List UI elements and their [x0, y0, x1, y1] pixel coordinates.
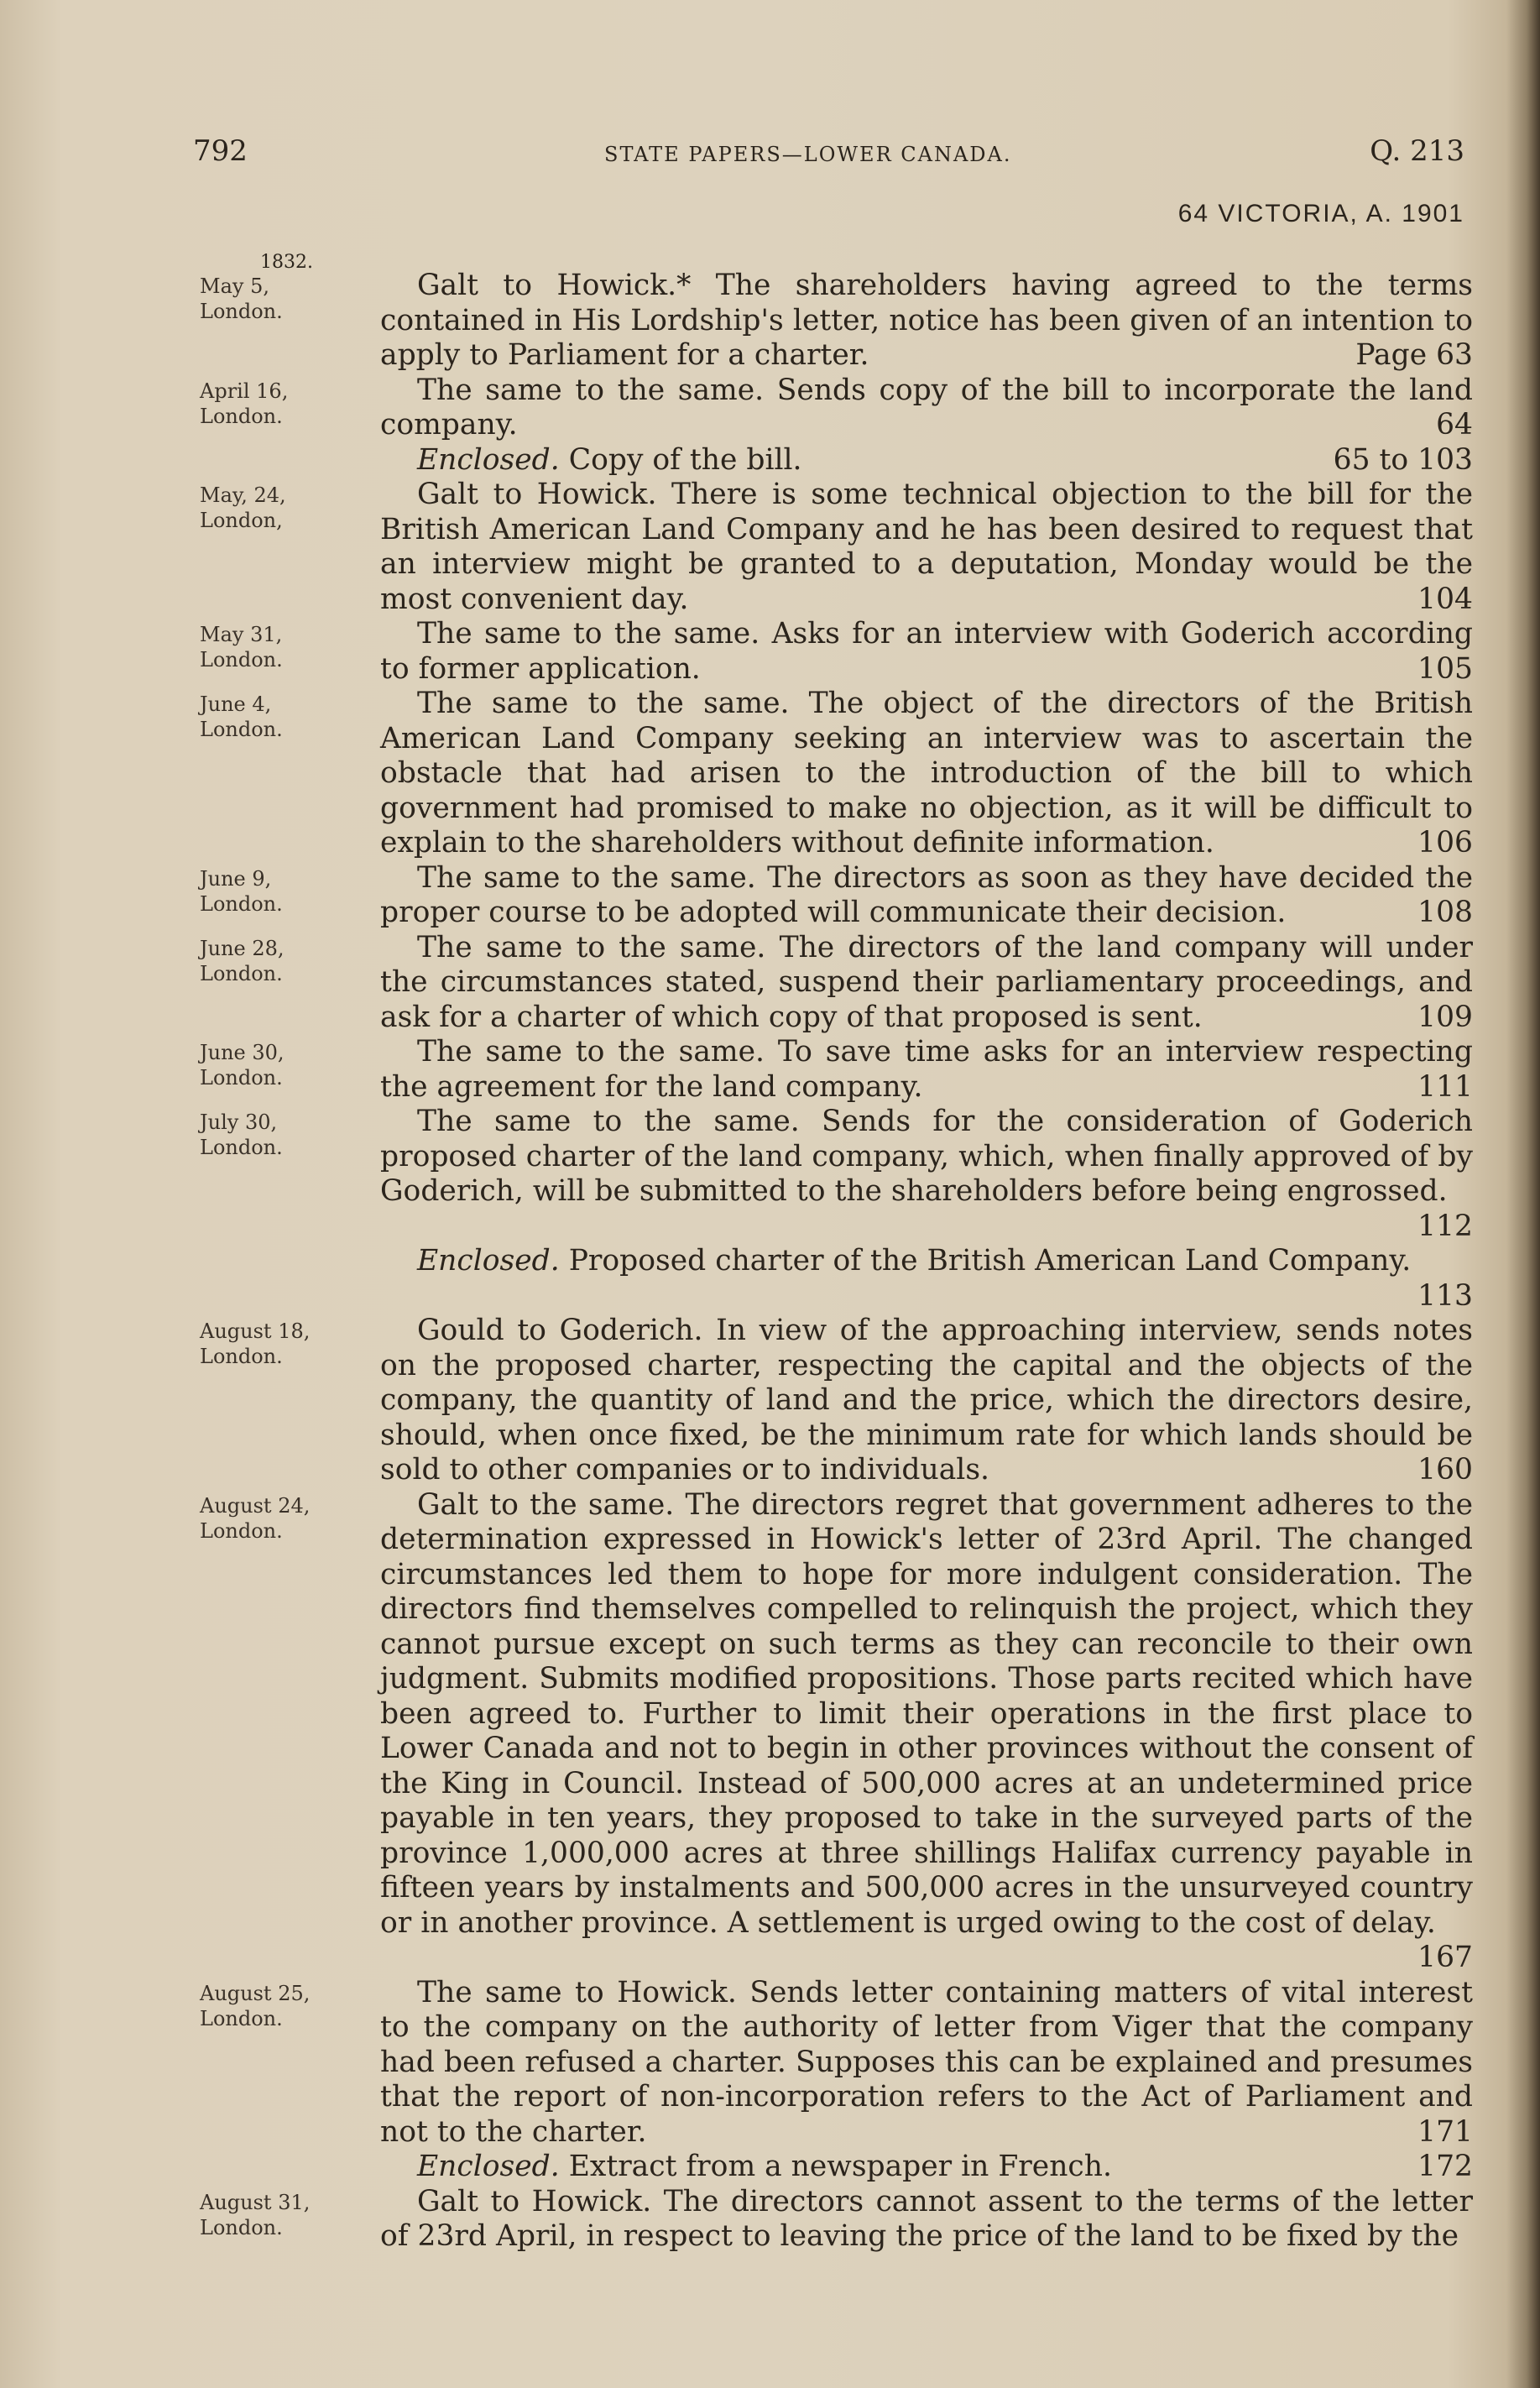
calendar-entry [193, 687, 1473, 861]
entry-place: London. [200, 1518, 283, 1543]
margin-date [200, 1493, 334, 1544]
entry-date: July 30, [200, 1110, 278, 1134]
entry-place: London. [200, 2215, 283, 2239]
page-reference: 106 [1417, 826, 1473, 860]
entry-place: London. [200, 404, 283, 428]
page-reference: 65 to 103 [1333, 442, 1473, 477]
entry-text [380, 687, 1473, 861]
page-reference: 104 [1417, 582, 1473, 616]
entry-date: August 25, [200, 1981, 311, 2005]
entry-date: June 9, [200, 866, 272, 891]
page-reference: 111 [1417, 1069, 1473, 1104]
calendar-entry [193, 2185, 1473, 2255]
page-reference: 167 [1417, 1941, 1473, 1974]
page-reference: 64 [1436, 408, 1473, 442]
margin-date [200, 622, 334, 672]
header-title: STATE PAPERS—LOWER CANADA. [604, 143, 1012, 166]
entry-date: August 18, [200, 1319, 311, 1343]
margin-date [200, 483, 334, 533]
margin-date [200, 1040, 334, 1090]
calendar-entry [193, 1314, 1473, 1488]
entry-text [380, 931, 1473, 1036]
enclosed-label: Enclosed. [417, 1244, 560, 1278]
series-reference: Q. 213 [1370, 134, 1464, 168]
book-spine-shadow [1506, 0, 1540, 2388]
margin-date [200, 866, 334, 917]
calendar-entry [193, 1244, 1473, 1314]
entry-text [380, 1976, 1473, 2150]
entry-summary: The same to Howick. Sends letter containing matters of vital interest to the company on the authority of letter from Viger that the company had been refused a charter. Supposes this can be explained and presumes that the report of non-incorporation refers to the Act of Parliament and not to the charter. [380, 1975, 1473, 2149]
entry-summary: The same to the same. The object of the directors of the British American Land Company seeking an interview was to ascertain the obstacle that had arisen to the introduction of the bill to which government had promised to make no objection, as it will be difficult to explain to the shareholders without definite information. [380, 687, 1473, 860]
page-number: 792 [193, 134, 248, 168]
page-reference: 171 [1417, 2114, 1473, 2149]
entry-date: May 31, [200, 623, 283, 646]
entry-summary: Proposed charter of the British American Land Company. [568, 1244, 1412, 1278]
entry-place: London. [200, 718, 283, 741]
page-reference: 108 [1417, 896, 1473, 929]
entry-text [380, 2150, 1473, 2185]
margin-date [200, 1981, 334, 2031]
entry-date: June 4, [200, 692, 272, 716]
enclosed-label: Enclosed. [417, 2150, 560, 2183]
entry-place: London. [200, 2006, 283, 2030]
page-reference: 160 [1417, 1453, 1473, 1487]
entry-summary: The same to the same. Asks for an interview with Goderich according to former application. [380, 617, 1473, 686]
entry-text [380, 1035, 1473, 1105]
margin-date [200, 692, 334, 742]
calendar-entry [193, 269, 1473, 374]
page-reference: 105 [1417, 651, 1473, 686]
session-label: 64 VICTORIA, A. 1901 [1177, 200, 1464, 227]
entry-summary: The same to the same. The directors of the land company will under the circumstances stated, suspend their parliamentary proceedings, and ask for a charter of which copy of that proposed is sent. [380, 930, 1473, 1034]
calendar-entry [193, 1035, 1473, 1105]
entry-summary: Extract from a newspaper in French. [568, 2150, 1112, 2183]
entry-summary: Copy of the bill. [568, 442, 802, 477]
calendar-entry [193, 1488, 1473, 1976]
entry-date: June 28, [200, 936, 285, 960]
year-label: 1832. [260, 252, 313, 273]
entry-place: London. [200, 1066, 283, 1089]
calendar-entry [193, 861, 1473, 931]
page-reference: 112 [1417, 1209, 1473, 1243]
entry-date: May 5, [200, 274, 269, 298]
margin-date [200, 274, 334, 324]
entry-summary: Galt to the same. The directors regret that government adheres to the determination expressed in Howick's letter of 23rd April. The changed circumstances led them to hope for more indulgent consideration. The directors find themselves compelled to relinquish the project, which they cannot pursue except on such terms as they can reconcile to their own judgment. Submits modified propositions. Those parts recited which have been agreed to. Further to limit their operations in the first place to Lower Canada and not to begin in other provinces without the consent of the King in Council. Instead of 500,000 acres at an undetermined price payable in ten years, they proposed to take in the surveyed parts of the province 1,000,000 acres at three shillings Halifax currency payable in fifteen years by instalments and 500,000 acres in the unsurveyed country or in another province. A settlement is urged owing to the cost of delay. [380, 1487, 1473, 1940]
calendar-entry [193, 1105, 1473, 1244]
entry-summary: The same to the same. Sends copy of the bill to incorporate the land company. [380, 373, 1473, 442]
entry-date: May, 24, [200, 483, 286, 507]
entry-place: London. [200, 891, 283, 916]
entry-summary: Gould to Goderich. In view of the approaching interview, sends notes on the proposed charter, respecting the capital and the objects of the company, the quantity of land and the price, which the directors desire, should, when once fixed, be the minimum rate for which lands should be sold to other companies or to individuals. [380, 1314, 1473, 1487]
entry-summary: Galt to Howick. The directors cannot assent to the terms of the letter of 23rd April, in respect to leaving the price of the land to be fixed by the [380, 2184, 1473, 2253]
running-header [193, 134, 1464, 176]
entry-text [380, 861, 1473, 931]
entry-summary: Galt to Howick.* The shareholders having agreed to the terms contained in His Lordship's letter, notice has been given of an intention to apply to Parliament for a charter. [380, 269, 1473, 372]
entry-text [380, 443, 1473, 478]
entry-list [193, 269, 1473, 2255]
entry-place: London. [200, 961, 283, 985]
margin-date [200, 936, 334, 986]
entry-text [380, 2185, 1473, 2255]
margin-date [200, 2190, 334, 2240]
entry-date: August 24, [200, 1493, 311, 1518]
calendar-entry [193, 1976, 1473, 2150]
page-reference: 172 [1417, 2150, 1473, 2183]
enclosed-label: Enclosed. [417, 442, 560, 477]
page-reference: 109 [1417, 1000, 1473, 1034]
entry-text [380, 617, 1473, 687]
entry-text [380, 1244, 1473, 1314]
entry-text [380, 1488, 1473, 1976]
entry-date: June 30, [200, 1041, 285, 1064]
calendar-entry [193, 617, 1473, 687]
entry-place: London. [200, 648, 283, 671]
entry-summary: The same to the same. To save time asks for an interview respecting the agreement for the land company. [380, 1035, 1473, 1104]
page-reference: Page 63 [1355, 338, 1473, 372]
entry-text [380, 269, 1473, 374]
entry-place: London. [200, 1345, 283, 1368]
calendar-entries [193, 252, 1473, 2255]
margin-date [200, 1110, 334, 1160]
entry-summary: The same to the same. Sends for the consideration of Goderich proposed charter of the land company, which, when finally approved of by Goderich, will be submitted to the shareholders before being engrossed. [380, 1105, 1473, 1208]
entry-place: London. [200, 300, 283, 323]
entry-text [380, 478, 1473, 617]
entry-place: London. [200, 1136, 283, 1159]
entry-date: April 16, [200, 379, 289, 403]
entry-text [380, 1314, 1473, 1488]
page-reference: 113 [1417, 1278, 1473, 1313]
entry-summary: Galt to Howick. There is some technical objection to the bill for the British American Land Company and he has been desired to request that an interview might be granted to a deputation, Monday would be the most convenient day. [380, 478, 1473, 616]
calendar-entry [193, 443, 1473, 478]
margin-date [200, 1319, 334, 1369]
calendar-entry [193, 931, 1473, 1036]
entry-summary: The same to the same. The directors as soon as they have decided the proper course to be adopted will communicate their decision. [380, 860, 1473, 929]
entry-text [380, 374, 1473, 443]
calendar-entry [193, 478, 1473, 617]
calendar-entry [193, 374, 1473, 443]
margin-date [200, 379, 334, 429]
calendar-entry [193, 2150, 1473, 2185]
entry-date: August 31, [200, 2190, 311, 2214]
entry-place: London, [200, 509, 283, 532]
entry-text [380, 1105, 1473, 1244]
